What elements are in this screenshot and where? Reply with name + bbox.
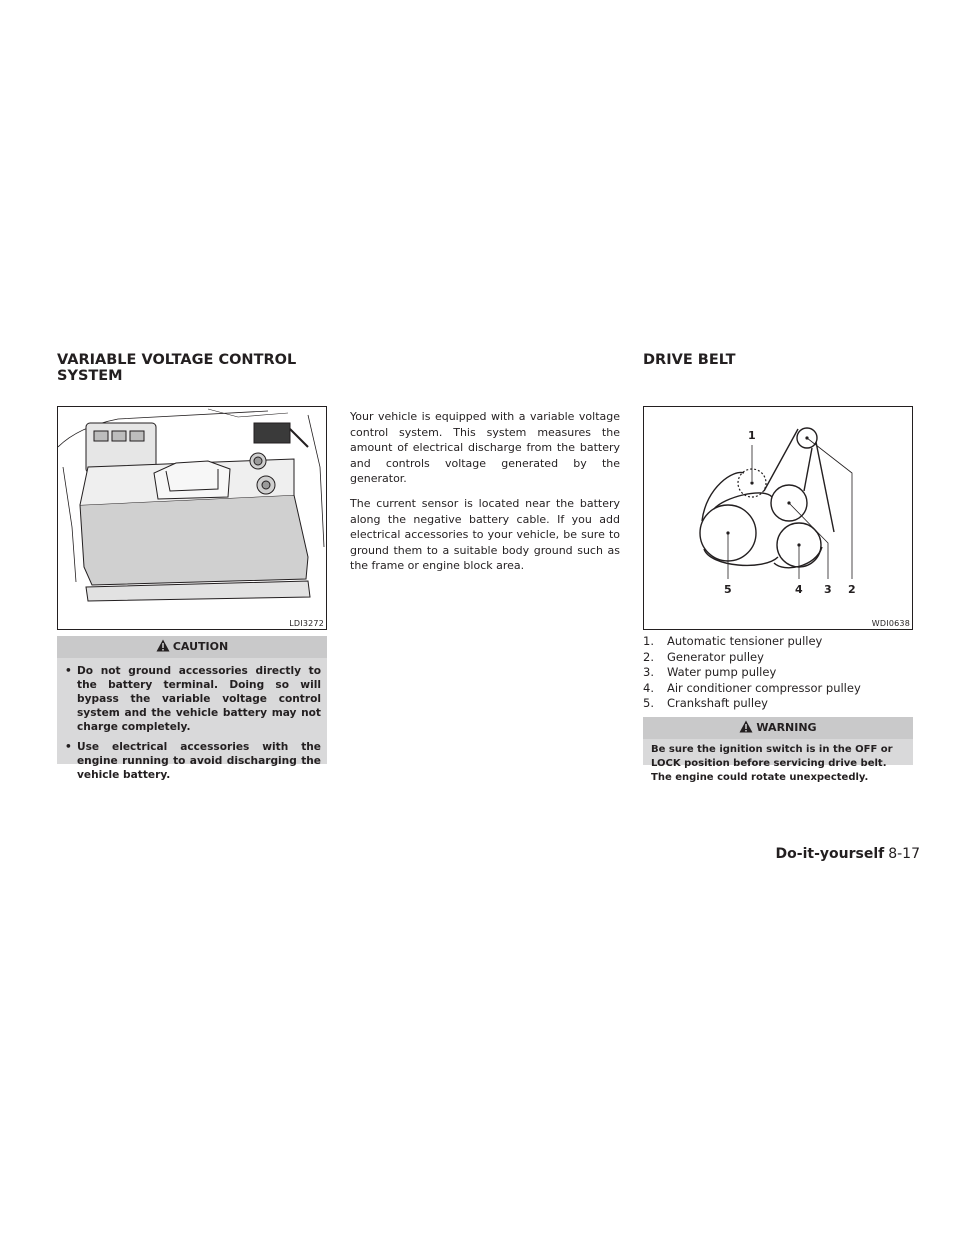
footer-section: Do-it-yourself (775, 846, 885, 862)
warning-triangle-icon (156, 639, 170, 652)
battery-illustration (57, 406, 327, 630)
caution-item: • Do not ground accessories directly to the battery terminal. Doing so will bypass the variable voltage control system and the vehicle battery may not charge completely. (65, 664, 321, 734)
caution-item: • Use electrical accessories with the engine running to avoid discharging the vehicle battery. (65, 740, 321, 782)
page-number: 8-17 (888, 846, 920, 862)
caution-box (57, 636, 327, 781)
section-heading-variable-voltage: VARIABLE VOLTAGE CONTROL SYSTEM (57, 352, 297, 384)
warning-header (643, 717, 913, 739)
callout-1: 1 (748, 429, 756, 442)
warning-title: WARNING (756, 721, 817, 734)
page-footer (776, 846, 920, 862)
legend-item: 5. Crankshaft pulley (643, 696, 768, 711)
caution-title: CAUTION (172, 640, 229, 653)
legend-item: 2. Generator pulley (643, 649, 764, 664)
drive-belt-diagram (643, 406, 913, 630)
legend-item: 1. Automatic tensioner pulley (643, 634, 823, 648)
warning-box (643, 717, 913, 783)
callout-3: 3 (824, 583, 832, 596)
belt-drawing (644, 407, 912, 629)
legend-item: 3. Water pump pulley (643, 665, 777, 680)
warning-triangle-icon (739, 720, 753, 733)
figure-code: LDI3272 (289, 619, 324, 628)
body-text (350, 409, 620, 583)
callout-2: 2 (848, 583, 856, 596)
legend-item: 4. Air conditioner compressor pulley (643, 680, 861, 695)
caution-header (57, 636, 327, 658)
pulley-legend (643, 634, 923, 712)
figure-code: WDI0638 (871, 619, 910, 628)
callout-4: 4 (795, 583, 803, 596)
paragraph: The current sensor is located near the battery along the negative battery cable. If you add electrical accessories to your vehicle, be sure to ground them to a suitable body ground such as the frame or engine block area. (350, 496, 620, 573)
paragraph: Your vehicle is equipped with a variable voltage control system. This system measures the amount of electrical discharge from the battery and controls voltage generated by the generator. (350, 410, 620, 486)
battery-drawing (58, 407, 326, 629)
caution-list (57, 664, 327, 782)
section-heading-drive-belt: DRIVE BELT (643, 352, 736, 368)
callout-5: 5 (724, 583, 732, 596)
warning-text: Be sure the ignition switch is in the OFF or LOCK position before servicing drive belt. The engine could rotate unexpectedly. (651, 744, 893, 783)
